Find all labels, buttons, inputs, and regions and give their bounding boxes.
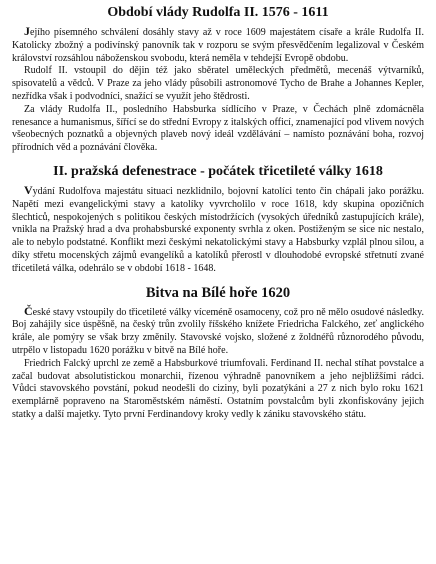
paragraph-text: eské stavy vstoupily do třicetileté války víceméně osamoceny, což pro ně mělo osudové následky. Boj zahájily sice úspěšně, na český trůn zvolily říšského knížete Friedricha Falckého, zeť anglického krále, ale pomýry se však brzy změnily. Stavovské vojsko, složené z žoldnéřů různorodého původu, utrpělo v listopadu 1620 porážku v bitvě na Bílé hoře. xyxy=(12,306,424,356)
section-heading: Bitva na Bílé hoře 1620 xyxy=(145,284,291,301)
section-heading: Období vlády Rudolfa II. 1576 - 1611 xyxy=(107,5,329,20)
paragraph-text: Za vlády Rudolfa II., posledního Habsburka sídlícího v Praze, v Čechách plně zdomácněla renesance a humanismus, šířící se do střední Evropy z italských officí, znamenající pod vlivem nových všeobecných poznatků a objevných plaveb nový ideál vzdělávání – namísto poznávání boha, rozvoj přírodních věd a poznávání člověka. xyxy=(12,103,424,154)
drop-cap: V xyxy=(24,182,33,197)
paragraph-text: Friedrich Falcký uprchl ze země a Habsburkové triumfovali. Ferdinand II. nechal stíhat povstalce a začal budovat absolutistickou monarchii, řízenou výhradně panovníkem a jeho nejbližšími rádci. Vůdci stavovského povstání, pokud neodešli do ciziny, byli pozatýkáni a 27 z nich bylo roku 1621 exemplárně popraveno na Staroměstském náměstí. Ostatním povstalcům byli zkonfiskovány jejich statky a další majetky. Tyto první Ferdinandovy kroky vedly k zániku stavovského státu. xyxy=(12,357,424,420)
paragraph-text: Rudolf II. vstoupil do dějin též jako sběratel uměleckých předmětů, mecenáš výtvarníků, spisovatelů a vědců. V Praze za jeho vlády působili astronomové Tycho de Brahe a Johannes Kepler, nezřídka však i podvodníci, snažící se využít jeho štědrosti. xyxy=(12,65,424,102)
paragraph xyxy=(12,65,424,103)
section-defenestration xyxy=(12,163,424,276)
drop-cap: J xyxy=(24,24,30,38)
paragraph xyxy=(12,358,424,422)
section-rudolf xyxy=(12,4,424,155)
paragraph-text: ydání Rudolfova majestátu situaci nezklidnilo, bojovní katolíci tento čin chápali jako porážku. Napětí mezi evangelickými stavy a katolíky vyvrcholilo v roce 1618, kdy skupina opozičních šlechticů, nespokojených s politikou českých místodržících (vysokých úředníků zastupujících krále), vnikla na Pražský hrad a dva prohabsburské exponenty svrhla z oken. Postiženým se sice nic nestalo, ale to nebylo podstatné. Konflikt mezi českými nekatolickými stavy a Habsburky vzplál plnou silou, a díky střetu mocenských zájmů evangelíků a katolíků přerostl v dlouhodobé evropské střetnutí zvané třicetiletá válka, odehrálo se v období 1618 - 1648. xyxy=(12,185,424,274)
paragraph xyxy=(12,305,424,358)
section-white-mountain xyxy=(12,284,424,422)
paragraph xyxy=(12,104,424,155)
section-heading: II. pražská defenestrace - počátek třicetileté války 1618 xyxy=(53,163,383,179)
paragraph xyxy=(12,184,424,276)
paragraph xyxy=(12,25,424,65)
paragraph-text: ejího písemného schválení dosáhly stavy až v roce 1609 majestátem císaře a krále Rudolfa II. Katolicky zbožný a podivínský panovník tak v rozporu se svým přesvědčením legalizoval v Českém království rozsáhlou náboženskou svobodu, která neměla v tehdejší Evropě obdobu. xyxy=(12,27,424,64)
drop-cap: Č xyxy=(24,303,33,318)
